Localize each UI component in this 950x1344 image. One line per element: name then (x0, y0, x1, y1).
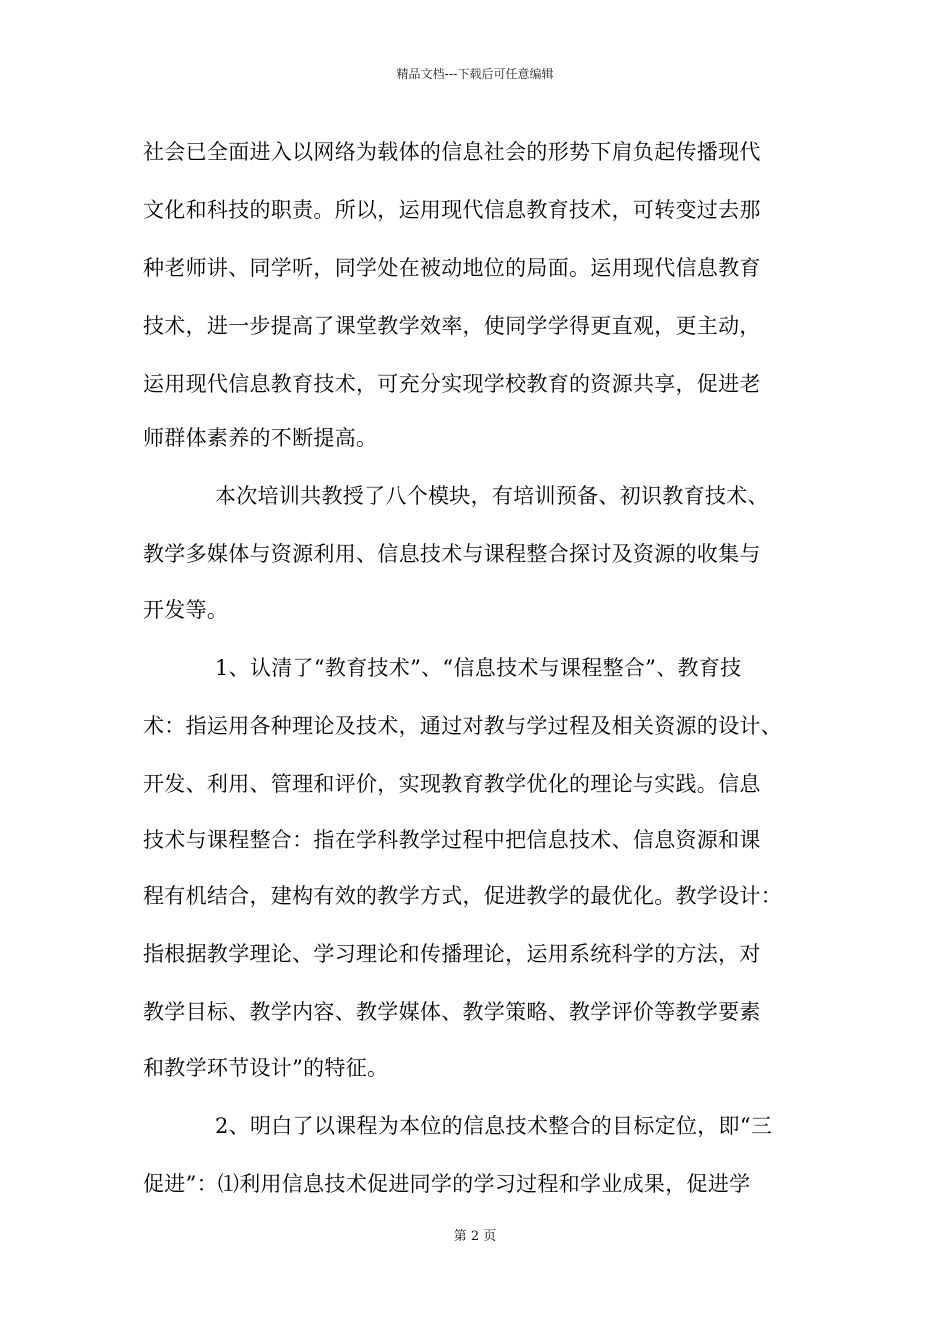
page-header: 精品文档---下载后可任意编辑 (396, 67, 554, 81)
body-text-line: 文化和科技的职责。所以，运用现代信息教育技术，可转变过去那 (143, 198, 761, 222)
page-number: 第 2 页 (453, 1229, 497, 1244)
body-text-line: 术：指运用各种理论及技术，通过对教与学过程及相关资源的设计、 (143, 714, 782, 738)
body-text-line: 师群体素养的不断提高。 (143, 426, 378, 450)
body-text-line: 指根据教学理论、学习理论和传播理论，运用系统科学的方法，对 (143, 942, 761, 966)
paragraph-first-line: 本次培训共教授了八个模块，有培训预备、初识教育技术、 (215, 484, 769, 508)
body-text-line: 技术与课程整合：指在学科教学过程中把信息技术、信息资源和课 (143, 828, 761, 852)
body-text-line: 开发等。 (143, 598, 229, 622)
body-text-line: 促进”：⑴利用信息技术促进同学的学习过程和学业成果，促进学 (143, 1172, 751, 1196)
body-text-line: 和教学环节设计”的特征。 (143, 1056, 389, 1080)
paragraph-first-line: 1、认清了“教育技术”、“信息技术与课程整合”、教育技 (215, 656, 742, 680)
body-text-line: 教学多媒体与资源利用、信息技术与课程整合探讨及资源的收集与 (143, 542, 761, 566)
body-text-line: 开发、利用、管理和评价，实现教育教学优化的理论与实践。信息 (143, 772, 761, 796)
body-text-line: 运用现代信息教育技术，可充分实现学校教育的资源共享，促进老 (143, 372, 761, 396)
paragraph-first-line: 2、明白了以课程为本位的信息技术整合的目标定位，即“三 (215, 1114, 773, 1138)
body-text-line: 技术，进一步提高了课堂教学效率，使同学学得更直观，更主动， (143, 314, 761, 338)
body-text-line: 教学目标、教学内容、教学媒体、教学策略、教学评价等教学要素 (143, 1000, 761, 1024)
body-text-line: 社会已全面进入以网络为载体的信息社会的形势下肩负起传播现代 (143, 140, 761, 164)
body-text-line: 程有机结合，建构有效的教学方式，促进教学的最优化。教学设计： (143, 884, 782, 908)
body-text-line: 种老师讲、同学听，同学处在被动地位的局面。运用现代信息教育 (143, 256, 761, 280)
